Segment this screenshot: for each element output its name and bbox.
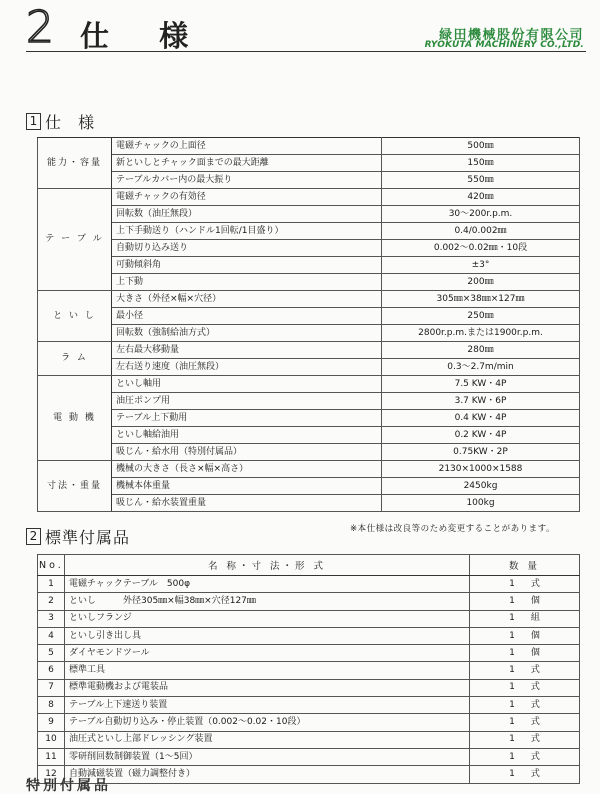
accessory-no: 12 (38, 766, 65, 783)
spec-row (38, 342, 580, 359)
spec-section-heading (26, 110, 100, 133)
accessory-qty-cell (470, 748, 580, 765)
accessory-name: ダイヤモンドツール (65, 645, 470, 662)
spec-section-number: 1 (26, 113, 41, 130)
spec-row (38, 359, 580, 376)
spec-value: 420㎜ (382, 189, 580, 206)
accessory-qty-cell (470, 593, 580, 610)
spec-item: 電磁チャックの上面径 (112, 138, 382, 155)
accessory-qty: 1 (509, 578, 515, 589)
accessory-qty: 1 (509, 630, 515, 641)
spec-row (38, 189, 580, 206)
spec-category: テ ー ブ ル (38, 189, 112, 291)
spec-item: 油圧ポンプ用 (112, 393, 382, 410)
spec-row (38, 257, 580, 274)
spec-row (38, 206, 580, 223)
accessory-no: 7 (38, 679, 65, 696)
spec-value: 0.75KW・2P (382, 444, 580, 461)
accessory-name: テーブル上下速送り装置 (65, 697, 470, 714)
spec-value: 100kg (382, 495, 580, 512)
header-qty: 数 量 (470, 555, 580, 576)
spec-value: ±3° (382, 257, 580, 274)
accessory-row (38, 662, 580, 679)
spec-item: 回転数（強制給油方式） (112, 325, 382, 342)
spec-value: 3.7 KW・6P (382, 393, 580, 410)
accessory-qty-cell (470, 627, 580, 644)
accessory-qty: 1 (509, 699, 515, 710)
company-name-jp: 緑田機械股份有限公司 (438, 28, 584, 43)
spec-value: 305㎜×38㎜×127㎜ (382, 291, 580, 308)
spec-value: 280㎜ (382, 342, 580, 359)
accessory-qty: 1 (509, 768, 515, 779)
accessories-table (37, 554, 580, 784)
accessory-no: 10 (38, 731, 65, 748)
accessory-qty: 1 (509, 665, 515, 676)
accessory-row (38, 731, 580, 748)
spec-item: 吸じん・給水装置重量 (112, 495, 382, 512)
spec-item: 回転数（油圧無段） (112, 206, 382, 223)
accessory-unit: 個 (530, 595, 540, 606)
spec-row (38, 478, 580, 495)
header-name: 名 称・寸 法・形 式 (65, 555, 470, 576)
accessory-unit: 式 (530, 699, 540, 710)
accessory-qty: 1 (509, 751, 515, 762)
accessories-section-heading (26, 525, 130, 548)
accessories-section-number: 2 (26, 528, 41, 545)
spec-row (38, 325, 580, 342)
spec-item: 機械本体重量 (112, 478, 382, 495)
accessory-unit: 個 (530, 647, 540, 658)
accessory-row (38, 714, 580, 731)
accessory-name: 油圧式といし上部ドレッシング装置 (65, 731, 470, 748)
spec-row (38, 376, 580, 393)
accessory-row (38, 679, 580, 696)
accessory-qty-cell (470, 610, 580, 627)
accessory-row (38, 593, 580, 610)
spec-value: 550㎜ (382, 172, 580, 189)
spec-note: ※本仕様は改良等のため変更することがあります。 (350, 524, 555, 534)
spec-value: 150㎜ (382, 155, 580, 172)
spec-value: 2130×1000×1588 (382, 461, 580, 478)
accessory-qty-cell (470, 766, 580, 783)
accessory-no: 2 (38, 593, 65, 610)
spec-item: 大きさ（外径×幅×穴径） (112, 291, 382, 308)
accessory-no: 8 (38, 697, 65, 714)
spec-row (38, 223, 580, 240)
spec-item: 吸じん・給水用（特別付属品） (112, 444, 382, 461)
spec-item: といし軸給油用 (112, 427, 382, 444)
accessories-section-title: 標準付属品 (45, 528, 131, 547)
accessory-unit: 式 (530, 665, 540, 676)
spec-category: 能力・容量 (38, 138, 112, 189)
spec-value: 0.4 KW・4P (382, 410, 580, 427)
accessory-qty: 1 (509, 717, 515, 728)
accessory-qty: 1 (509, 682, 515, 693)
accessory-no: 5 (38, 645, 65, 662)
chapter-number: 2 (26, 2, 54, 53)
spec-item: 機械の大きさ（長さ×幅×高さ） (112, 461, 382, 478)
page-header (0, 0, 600, 60)
accessory-qty-cell (470, 645, 580, 662)
spec-item: といし軸用 (112, 376, 382, 393)
accessory-unit: 組 (530, 613, 540, 624)
accessory-no: 1 (38, 576, 65, 593)
accessory-name: テーブル自動切り込み・停止装置（0.002～0.02・10段） (65, 714, 470, 731)
accessory-unit: 式 (530, 578, 540, 589)
accessory-name: 標準工具 (65, 662, 470, 679)
spec-value: 250㎜ (382, 308, 580, 325)
chapter-title: 仕 様 (80, 19, 209, 53)
accessory-no: 6 (38, 662, 65, 679)
spec-row (38, 410, 580, 427)
spec-item: 最小径 (112, 308, 382, 325)
spec-row (38, 291, 580, 308)
accessory-name: 標準電動機および電装品 (65, 679, 470, 696)
accessories-header-row (38, 555, 580, 576)
accessory-unit: 式 (530, 682, 540, 693)
spec-row (38, 138, 580, 155)
company-name-en: RYOKUTA MACHINERY CO.,LTD. (424, 40, 584, 50)
spec-value: 2800r.p.m.または1900r.p.m. (382, 325, 580, 342)
accessory-qty: 1 (509, 613, 515, 624)
spec-category: 寸法・重量 (38, 461, 112, 512)
spec-category: と い し (38, 291, 112, 342)
spec-item: 新といしとチャック面までの最大距離 (112, 155, 382, 172)
spec-row (38, 393, 580, 410)
spec-row (38, 274, 580, 291)
accessory-row (38, 645, 580, 662)
spec-value: 7.5 KW・4P (382, 376, 580, 393)
accessory-no: 4 (38, 627, 65, 644)
spec-category: ラ ム (38, 342, 112, 376)
spec-item: 左右最大移動量 (112, 342, 382, 359)
accessory-name: といし 外径305㎜×幅38㎜×穴径127㎜ (65, 593, 470, 610)
accessory-qty-cell (470, 662, 580, 679)
accessory-qty-cell (470, 731, 580, 748)
spec-value: 30～200r.p.m. (382, 206, 580, 223)
accessory-row (38, 610, 580, 627)
accessory-no: 9 (38, 714, 65, 731)
accessory-name: 電磁チャックテーブル 500φ (65, 576, 470, 593)
accessory-no: 11 (38, 748, 65, 765)
header-no: No. (38, 555, 65, 576)
spec-row (38, 427, 580, 444)
spec-value: 0.4/0.002㎜ (382, 223, 580, 240)
accessory-unit: 式 (530, 717, 540, 728)
accessory-name: といしフランジ (65, 610, 470, 627)
accessory-unit: 式 (530, 734, 540, 745)
accessory-no: 3 (38, 610, 65, 627)
spec-row (38, 444, 580, 461)
spec-row (38, 172, 580, 189)
header-rule (26, 51, 586, 52)
accessory-unit: 個 (530, 630, 540, 641)
spec-row (38, 495, 580, 512)
accessory-row (38, 766, 580, 783)
spec-item: 上下動 (112, 274, 382, 291)
accessory-qty-cell (470, 576, 580, 593)
spec-item: テーブルカバー内の最大振り (112, 172, 382, 189)
accessory-qty: 1 (509, 595, 515, 606)
spec-value: 0.002～0.02㎜・10段 (382, 240, 580, 257)
spec-value: 0.2 KW・4P (382, 427, 580, 444)
spec-item: 左右送り速度（油圧無段） (112, 359, 382, 376)
accessory-qty-cell (470, 697, 580, 714)
accessory-name: 零研削回数制御装置（1～5回） (65, 748, 470, 765)
accessory-qty: 1 (509, 734, 515, 745)
spec-section-title: 仕 様 (45, 113, 101, 132)
spec-item: テーブル上下動用 (112, 410, 382, 427)
spec-item: 自動切り込み送り (112, 240, 382, 257)
spec-row (38, 461, 580, 478)
spec-table (37, 137, 580, 512)
spec-value: 2450kg (382, 478, 580, 495)
accessory-qty: 1 (509, 647, 515, 658)
spec-item: 電磁チャックの有効径 (112, 189, 382, 206)
accessory-row (38, 697, 580, 714)
accessory-unit: 式 (530, 751, 540, 762)
accessory-qty-cell (470, 714, 580, 731)
accessory-row (38, 627, 580, 644)
accessory-name: 自動減磁装置（磁力調整付き） (65, 766, 470, 783)
next-section-title: 特別付属品 (26, 778, 111, 794)
accessory-unit: 式 (530, 768, 540, 779)
spec-row (38, 240, 580, 257)
accessory-row (38, 576, 580, 593)
accessory-name: といし引き出し具 (65, 627, 470, 644)
spec-item: 上下手動送り（ハンドル1回転/1目盛り） (112, 223, 382, 240)
accessory-row (38, 748, 580, 765)
spec-row (38, 155, 580, 172)
spec-value: 500㎜ (382, 138, 580, 155)
spec-item: 可動傾斜角 (112, 257, 382, 274)
spec-value: 0.3～2.7m/min (382, 359, 580, 376)
spec-value: 200㎜ (382, 274, 580, 291)
spec-row (38, 308, 580, 325)
spec-category: 電 動 機 (38, 376, 112, 461)
accessory-qty-cell (470, 679, 580, 696)
